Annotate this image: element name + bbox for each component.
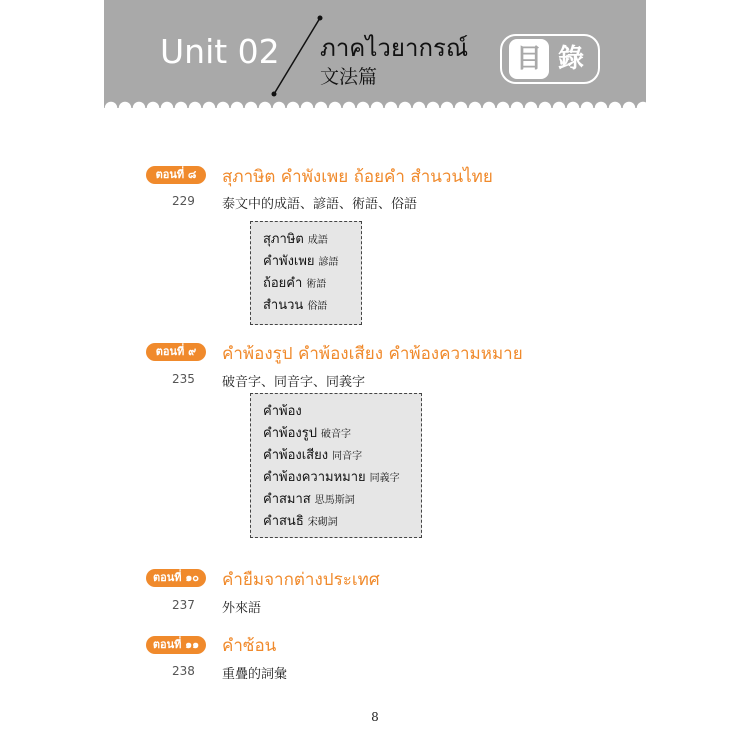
lesson-tag: ตอนที่ ๙ — [146, 343, 206, 361]
vocab-item — [263, 488, 409, 510]
vocab-item — [263, 444, 409, 466]
page-number: 229 — [172, 194, 195, 208]
vocab-item — [263, 422, 409, 444]
vocab-chinese: 同音字 — [332, 451, 363, 462]
lesson-title: คำซ้อน — [222, 636, 277, 656]
lesson-description: 重疊的詞彙 — [222, 667, 288, 682]
page-number: 238 — [172, 664, 195, 678]
vocab-item — [263, 228, 349, 250]
vocab-box — [250, 221, 362, 325]
vocab-thai: สุภาษิต — [263, 232, 304, 247]
vocab-thai: คำพ้อง — [263, 404, 302, 419]
vocab-thai: คำพังเพย — [263, 254, 315, 269]
lesson-description: 外來語 — [222, 601, 262, 616]
vocab-item — [263, 400, 409, 422]
lesson-description: 泰文中的成語、諺語、術語、俗語 — [222, 197, 418, 212]
vocab-item — [263, 510, 409, 532]
chinese-section-title: 文法篇 — [320, 66, 378, 88]
lesson-title: คำพ้องรูป คำพ้องเสียง คำพ้องความหมาย — [222, 344, 523, 364]
vocab-item — [263, 294, 349, 316]
vocab-box — [250, 393, 422, 538]
lesson-title: คำยืมจากต่างประเทศ — [222, 570, 380, 590]
lesson-tag: ตอนที่ ๑๑ — [146, 636, 206, 654]
page-number: 237 — [172, 598, 195, 612]
unit-label: Unit 02 — [160, 32, 280, 71]
vocab-item — [263, 466, 409, 488]
vocab-thai: คำพ้องความหมาย — [263, 470, 366, 485]
vocab-chinese: 宋砌詞 — [307, 517, 338, 528]
unit-header — [104, 0, 646, 108]
vocab-thai: ถ้อยคำ — [263, 276, 303, 291]
lesson-title: สุภาษิต คำพังเพย ถ้อยคำ สำนวนไทย — [222, 167, 493, 187]
vocab-thai: คำพ้องเสียง — [263, 448, 329, 463]
thai-section-title: ภาคไวยากรณ์ — [320, 34, 469, 62]
vocab-thai: คำสนธิ — [263, 514, 304, 529]
vocab-thai: สำนวน — [263, 298, 304, 313]
vocab-item — [263, 272, 349, 294]
divider-slash — [266, 14, 326, 98]
lesson-tag: ตอนที่ ๘ — [146, 166, 206, 184]
toc-badge-char-1: 目 — [509, 39, 549, 79]
vocab-chinese: 同義字 — [369, 473, 400, 484]
vocab-chinese: 俗語 — [307, 301, 328, 312]
vocab-chinese: 成語 — [307, 235, 328, 246]
scalloped-edge — [104, 101, 646, 115]
vocab-thai: คำพ้องรูป — [263, 426, 317, 441]
toc-badge — [500, 34, 600, 84]
vocab-thai: คำสมาส — [263, 492, 311, 507]
page-footer-number: 8 — [371, 710, 379, 724]
vocab-chinese: 術語 — [306, 279, 327, 290]
lesson-tag: ตอนที่ ๑๐ — [146, 569, 206, 587]
vocab-item — [263, 250, 349, 272]
toc-badge-char-2: 錄 — [557, 44, 584, 74]
vocab-chinese: 破音字 — [320, 429, 351, 440]
vocab-chinese: 思馬斯詞 — [314, 495, 355, 506]
vocab-chinese: 諺語 — [318, 257, 339, 268]
page-number: 235 — [172, 372, 195, 386]
lesson-description: 破音字、同音字、同義字 — [222, 375, 366, 390]
